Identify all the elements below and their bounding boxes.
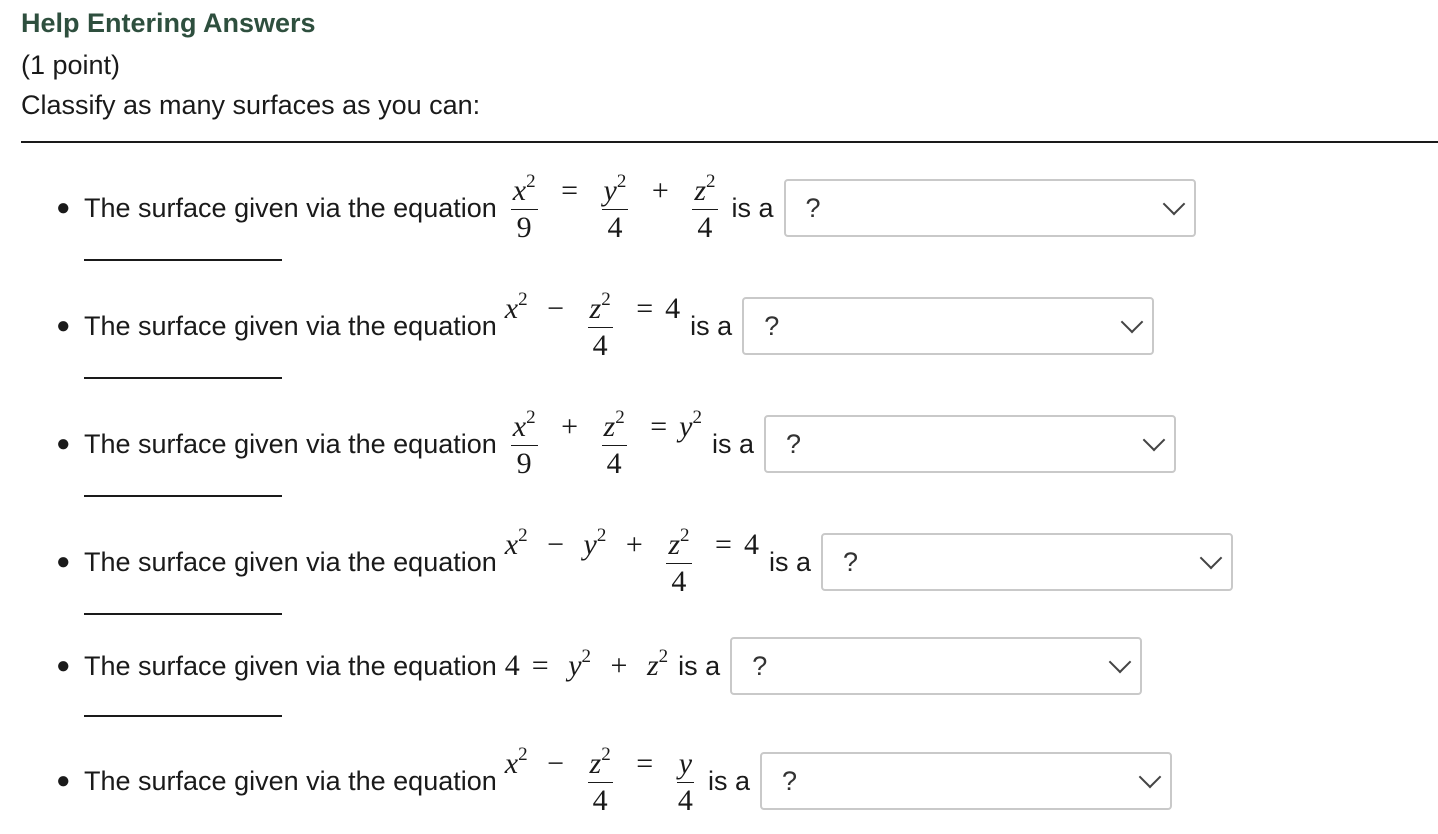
equation: $4 = y^2 + z^2$ <box>504 646 669 682</box>
equation-prefix: The surface given via the equation <box>84 428 497 459</box>
bullet: ● <box>56 767 71 794</box>
divider <box>21 141 1438 143</box>
bullet: ● <box>56 548 71 575</box>
equation-suffix: is a <box>690 310 733 341</box>
bullet: ● <box>56 194 71 221</box>
equation-prefix: The surface given via the equation <box>84 546 497 577</box>
chevron-down-icon <box>1109 651 1132 674</box>
instructions-text: Classify as many surfaces as you can: <box>21 90 481 120</box>
equation: $x^2 - y^2$ + $\frac{z^2}{4}$ = 4 <box>504 524 759 598</box>
selected-value: ? <box>786 428 802 459</box>
selected-value: ? <box>842 546 859 577</box>
chevron-down-icon <box>1139 766 1162 789</box>
chevron-down-icon <box>1162 193 1185 216</box>
surface-type-select[interactable] <box>730 637 1142 695</box>
bullet: ● <box>56 430 71 457</box>
equation-suffix: is a <box>678 650 721 681</box>
list-item <box>56 404 1176 484</box>
list-item <box>56 626 1142 706</box>
surface-type-select[interactable] <box>764 415 1176 473</box>
equation: $\frac{x^2}{9}$ = $\frac{y^2}{4}$ + $\frac{z^2}{4}$ <box>512 170 716 244</box>
equation-prefix: The surface given via the equation <box>84 310 497 341</box>
equation-prefix: The surface given via the equation <box>84 765 497 796</box>
surface-type-select[interactable] <box>760 752 1172 810</box>
list-item <box>56 522 1233 602</box>
answer-blank <box>84 613 282 615</box>
answer-blank <box>84 495 282 497</box>
list-item <box>56 168 1196 248</box>
bullet: ● <box>56 652 71 679</box>
list-item <box>56 741 1172 821</box>
equation-suffix: is a <box>708 765 751 796</box>
selected-value: ? <box>752 650 768 681</box>
equation: $x^2$ − $\frac{z^2}{4}$ = $\frac{y}{4}$ <box>504 743 693 817</box>
chevron-down-icon <box>1143 429 1166 452</box>
chevron-down-icon <box>1200 547 1223 570</box>
answer-blank <box>84 377 282 379</box>
surface-type-select[interactable] <box>784 179 1196 237</box>
answer-blank <box>84 715 282 717</box>
selected-value: ? <box>805 192 821 223</box>
equation-prefix: The surface given via the equation <box>84 192 497 223</box>
equation-suffix: is a <box>712 428 755 459</box>
equation-suffix: is a <box>768 546 811 577</box>
equation-suffix: is a <box>731 192 774 223</box>
equation: $x^2$ − $\frac{z^2}{4}$ = 4 <box>504 288 681 362</box>
surface-type-select[interactable] <box>821 533 1233 591</box>
selected-value: ? <box>764 310 780 341</box>
equation: $\frac{x^2}{9}$ + $\frac{z^2}{4}$ = $y^2$ <box>512 406 702 480</box>
points-label: (1 point) <box>21 50 121 80</box>
bullet: ● <box>56 312 71 339</box>
help-entering-answers-link[interactable]: Help Entering Answers <box>21 8 316 38</box>
equation-prefix: The surface given via the equation <box>84 650 497 681</box>
chevron-down-icon <box>1121 311 1144 334</box>
answer-blank <box>84 259 282 261</box>
selected-value: ? <box>782 765 798 796</box>
list-item <box>56 286 1154 366</box>
surface-type-select[interactable] <box>742 297 1154 355</box>
